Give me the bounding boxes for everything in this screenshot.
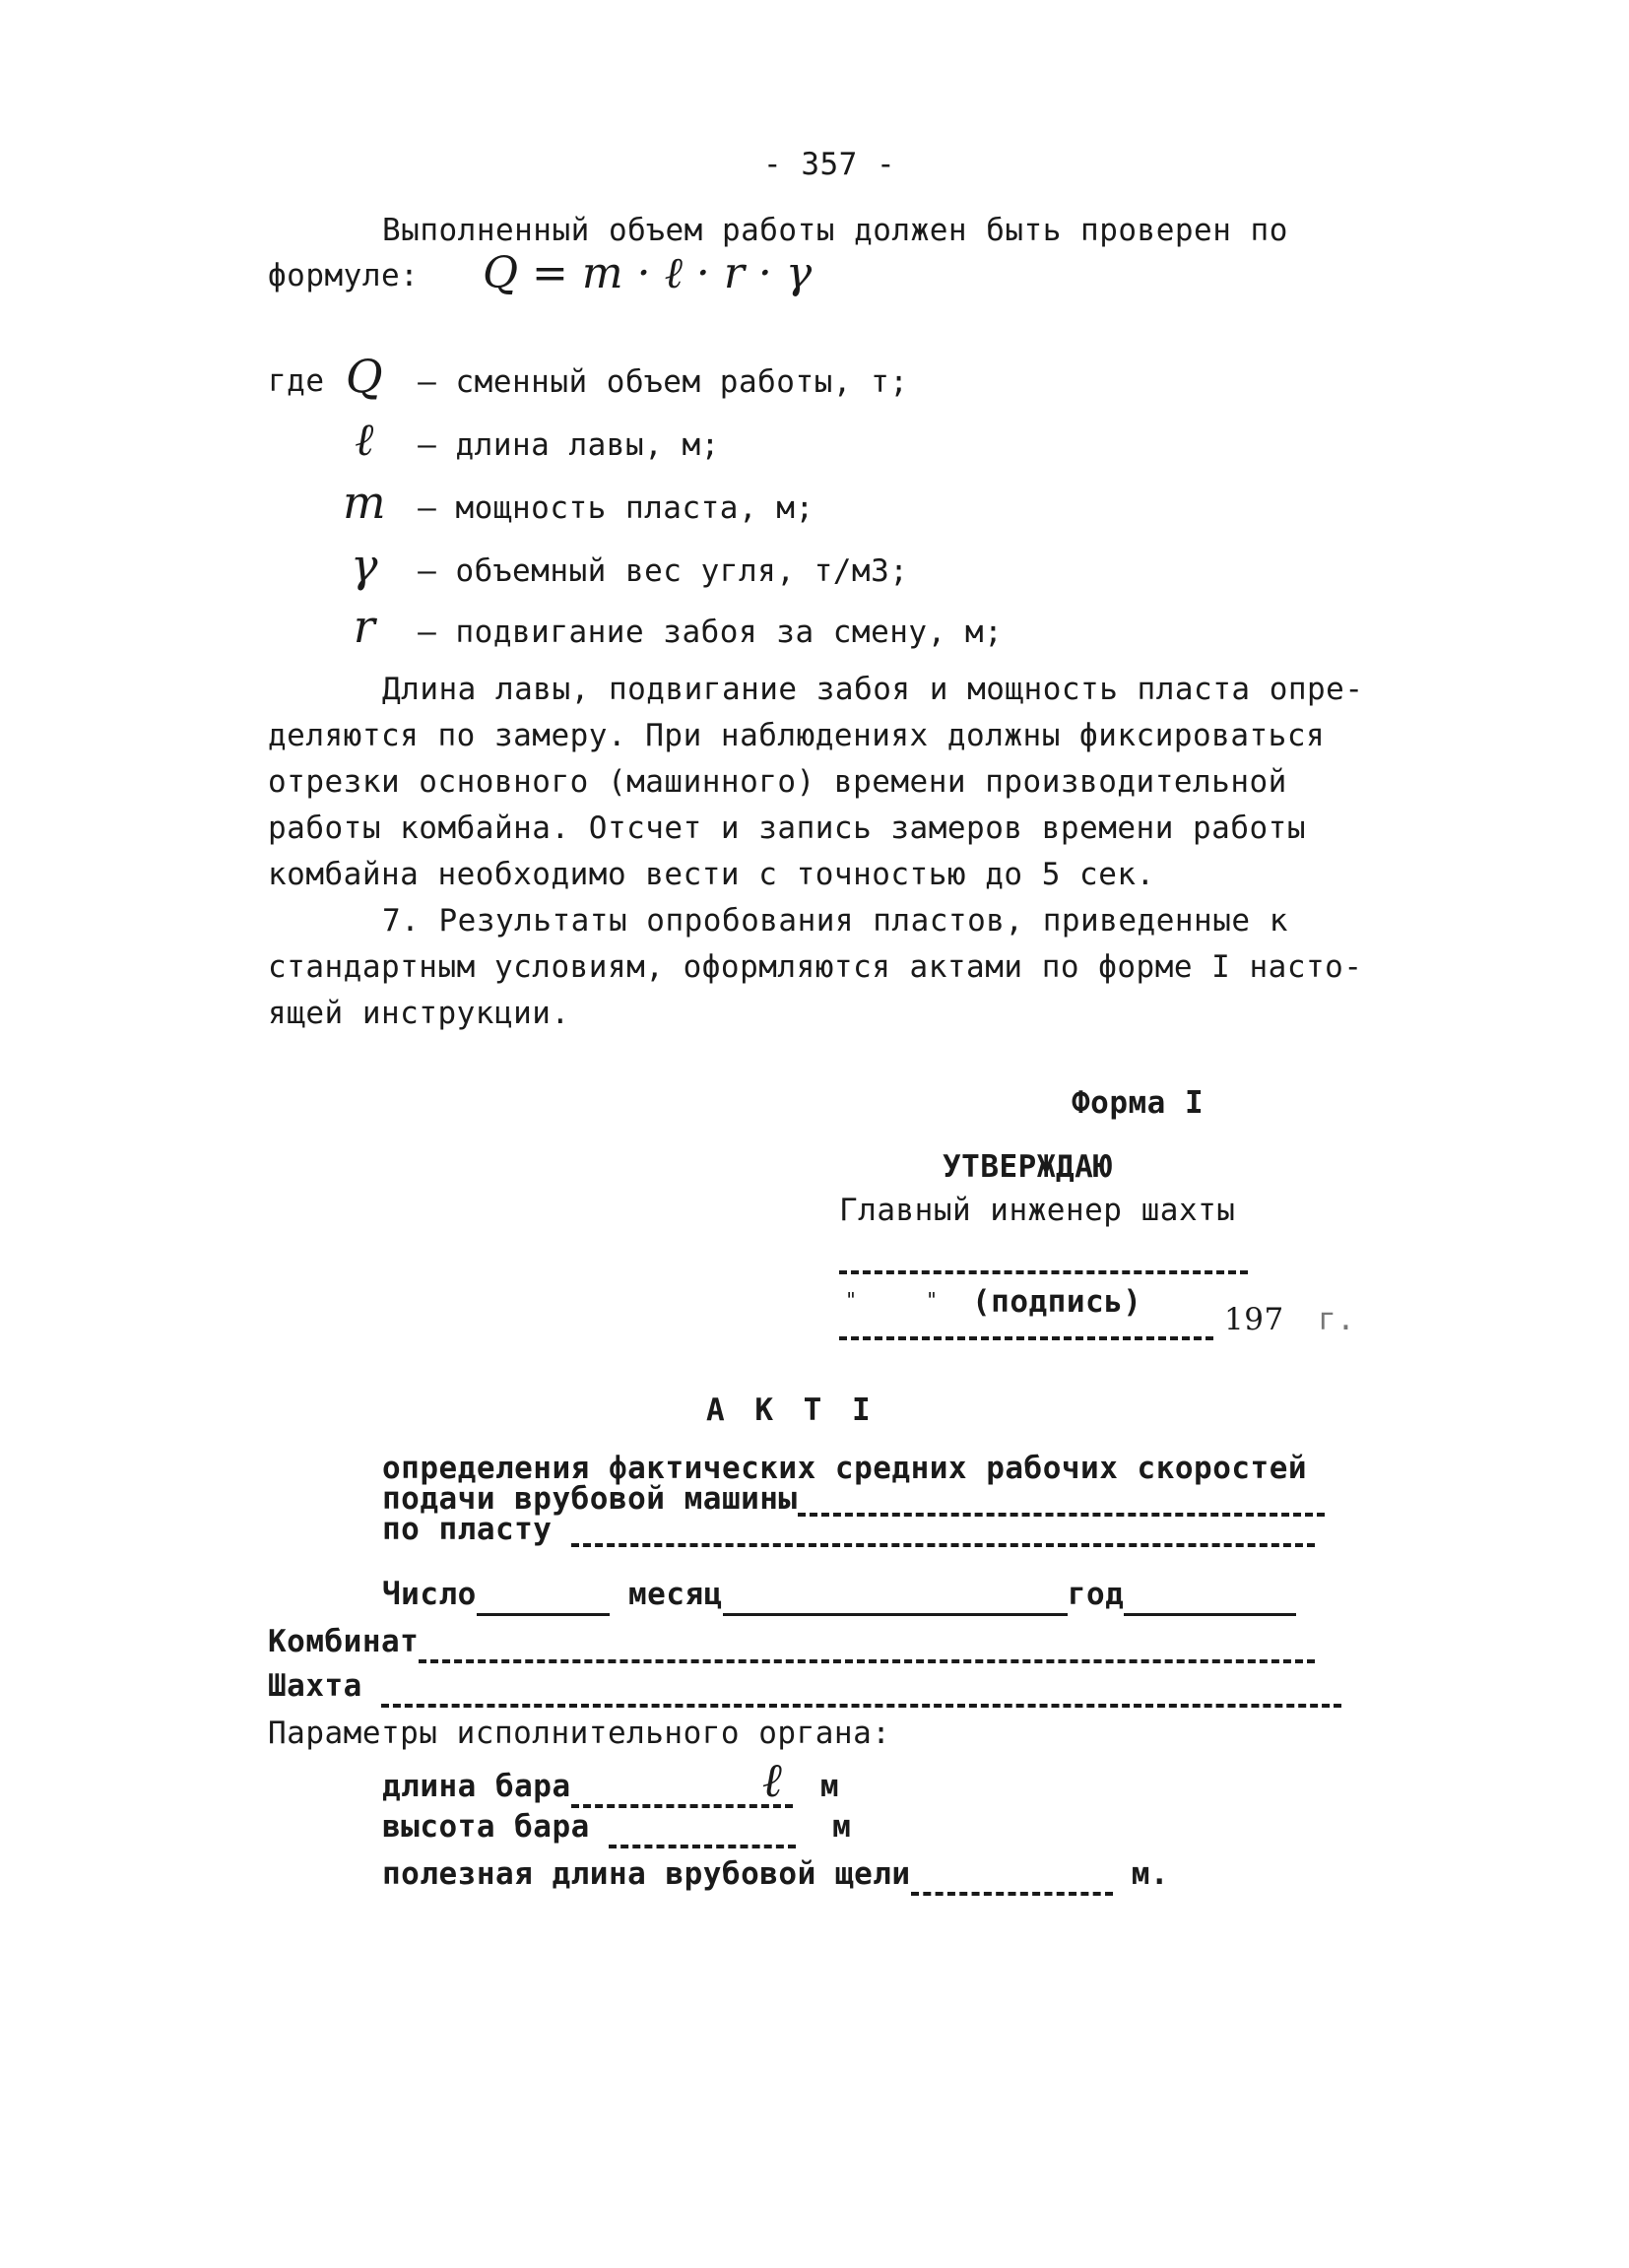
paragraph-line: 7. Результаты опробования пластов, приведенные к (382, 903, 1288, 939)
act-subtitle-2-text: подачи врубовой машины (382, 1481, 798, 1517)
legend-text: – мощность пласта, м; (418, 490, 814, 526)
form-label: Форма I (1072, 1085, 1205, 1121)
year-suffix: г. (1318, 1302, 1356, 1337)
seam-field[interactable] (571, 1520, 1315, 1547)
useful-length-row (382, 1852, 1169, 1896)
date-day-field[interactable] (477, 1582, 610, 1616)
bar-height-row (382, 1805, 851, 1848)
date-year-label: год (1067, 1577, 1125, 1612)
signature-label: (подпись) (972, 1284, 1142, 1320)
date-month-field[interactable] (723, 1582, 1068, 1616)
legend-symbol: ℓ (355, 413, 374, 466)
date-day-label: Число (382, 1577, 477, 1612)
params-title: Параметры исполнительного органа: (268, 1716, 891, 1751)
intro-line-2: формуле: (268, 258, 420, 293)
legend-symbol: γ (351, 539, 378, 592)
page-number: - 357 - (763, 147, 896, 182)
useful-length-label: полезная длина врубовой щели (382, 1856, 911, 1892)
bar-length-field[interactable] (571, 1773, 793, 1808)
paragraph-line: деляются по замеру. При наблюдениях должны фиксироваться (268, 718, 1326, 753)
date-month-label: месяц (628, 1577, 723, 1612)
legend-item (330, 476, 814, 530)
approver-title: Главный инженер шахты (839, 1193, 1236, 1228)
act-title: А К Т I (706, 1393, 877, 1428)
legend-text: – объемный вес угля, т/м3; (418, 553, 909, 589)
combine-row (268, 1620, 1315, 1663)
paragraph-line: отрезки основного (машинного) времени производительной (268, 764, 1287, 800)
combine-label: Комбинат (268, 1624, 420, 1659)
legend-symbol: Q (345, 350, 384, 403)
legend-item (330, 539, 909, 593)
legend-text: – сменный объем работы, т; (418, 364, 909, 400)
legend-item (330, 600, 1004, 654)
bar-height-label: высота бара (382, 1809, 590, 1845)
year-prefix: 197 (1224, 1302, 1284, 1337)
formula: Q = m · ℓ · r · γ (483, 248, 813, 298)
bar-length-symbol: ℓ (762, 1753, 784, 1808)
bar-length-label: длина бара (382, 1769, 571, 1804)
legend-item (330, 350, 909, 404)
legend-symbol: r (353, 600, 376, 653)
useful-length-unit: м. (1131, 1856, 1170, 1892)
signature-line-bottom (839, 1336, 1213, 1340)
signature-line-top (839, 1270, 1248, 1274)
bar-length-row (382, 1753, 839, 1808)
intro-line-1: Выполненный объем работы должен быть проверен по (382, 213, 1288, 248)
act-subtitle-3-text: по пласту (382, 1512, 553, 1547)
mine-field[interactable] (381, 1672, 1341, 1708)
paragraph-line: Длина лавы, подвигание забоя и мощность пласта опре- (382, 672, 1364, 707)
date-year-field[interactable] (1124, 1582, 1296, 1616)
paragraph-line: комбайна необходимо вести с точностью до 5 сек. (268, 857, 1155, 892)
legend-item (330, 413, 720, 467)
legend-text: – длина лавы, м; (418, 427, 720, 463)
bar-height-unit: м (832, 1809, 852, 1845)
legend-symbol: m (342, 476, 387, 529)
quote-mark-open: " (845, 1288, 858, 1312)
paragraph-line: стандартным условиям, оформляются актами по форме I насто- (268, 949, 1363, 985)
bar-height-field[interactable] (609, 1813, 796, 1848)
legend-text: – подвигание забоя за смену, м; (418, 615, 1004, 650)
mine-row (268, 1664, 1341, 1708)
bar-length-unit: м (819, 1769, 839, 1804)
legend-where: где (268, 363, 325, 399)
paragraph-line: ящей инструкции. (268, 996, 570, 1031)
paragraph-line: работы комбайна. Отсчет и запись замеров времени работы (268, 810, 1306, 846)
mine-label: Шахта (268, 1668, 362, 1704)
act-subtitle-3 (382, 1512, 1315, 1547)
combine-field[interactable] (419, 1628, 1315, 1663)
useful-length-field[interactable] (911, 1860, 1113, 1896)
quote-mark-close: " (926, 1288, 939, 1312)
approve-heading: УТВЕРЖДАЮ (943, 1149, 1113, 1185)
act-subtitle-1: определения фактических средних рабочих скоростей (382, 1451, 1308, 1486)
date-row (382, 1573, 1296, 1616)
